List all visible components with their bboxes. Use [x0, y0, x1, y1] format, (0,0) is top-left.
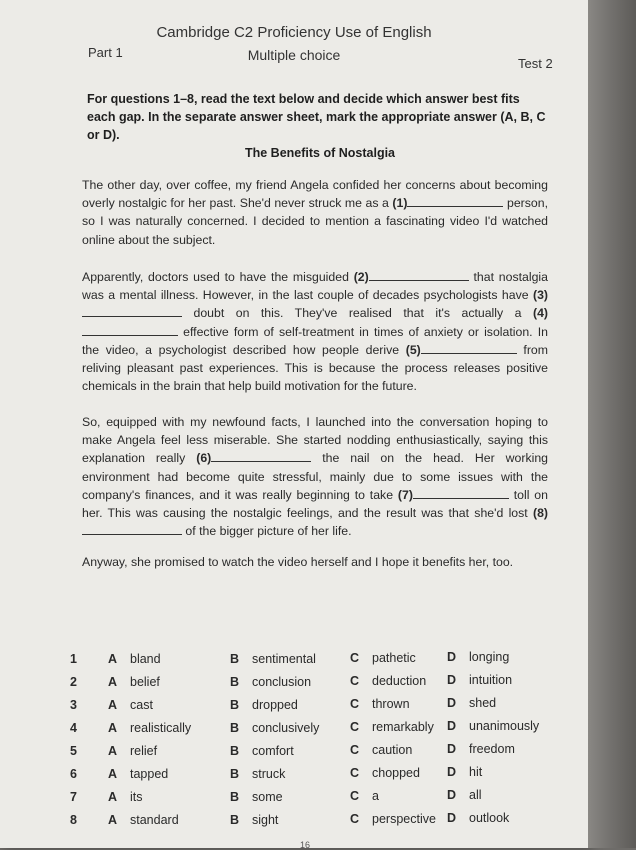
option-d [447, 719, 539, 733]
gap-1-blank [407, 195, 503, 207]
paragraph-text: effective form of self-treatment in times of anxiety or isolation. In the video, a psychologist described how people derive [82, 324, 548, 357]
page-number: 16 [300, 840, 311, 850]
option-letter: C [350, 720, 360, 734]
option-c [350, 812, 436, 826]
option-a [108, 790, 143, 804]
option-b [230, 675, 311, 689]
gap-3-label: (3) [532, 288, 548, 303]
paragraph-text: of the bigger picture of her life. [182, 524, 352, 539]
option-word: all [469, 788, 482, 802]
option-letter: D [447, 673, 457, 687]
option-c [350, 766, 420, 780]
option-b [230, 698, 298, 712]
paragraph-text: Apparently, doctors used to have the misguided [82, 270, 354, 284]
option-word: chopped [372, 766, 420, 780]
gap-4-blank [82, 324, 178, 336]
option-word: intuition [469, 673, 513, 687]
option-word: thrown [372, 697, 410, 711]
gap-8-label: (8) [532, 506, 548, 521]
option-letter: D [447, 765, 457, 779]
gap-5-blank [421, 342, 517, 354]
paragraph-2 [82, 268, 548, 395]
option-letter: B [230, 698, 240, 712]
option-letter: D [447, 719, 457, 733]
paragraph-text: the nail on the head. Her working environment had become quite stressful, mainly due to some issues with the company's finances, and it was really beginning to take [82, 451, 549, 502]
option-word: tapped [130, 767, 169, 781]
option-b [230, 790, 283, 804]
option-letter: A [108, 698, 118, 712]
option-word: deduction [372, 674, 427, 688]
option-d [447, 788, 482, 802]
option-word: comfort [252, 744, 294, 758]
option-d [447, 742, 515, 756]
question-number: 6 [70, 767, 77, 781]
option-d [447, 765, 482, 779]
option-c [350, 743, 412, 757]
option-d [447, 673, 512, 687]
option-row [70, 721, 570, 741]
option-word: shed [469, 696, 497, 710]
option-word: its [130, 790, 143, 804]
option-d [447, 811, 509, 825]
option-letter: C [350, 674, 360, 688]
option-word: unanimously [469, 719, 540, 733]
option-word: dropped [252, 698, 298, 712]
option-word: pathetic [372, 651, 416, 665]
gap-2-label: (2) [353, 270, 369, 284]
option-row [70, 790, 570, 810]
option-row [70, 675, 570, 695]
option-c [350, 720, 434, 734]
option-letter: A [108, 721, 118, 735]
option-letter: C [350, 651, 360, 665]
option-letter: A [108, 813, 118, 827]
paragraph-text: that nostalgia was a mental illness. However, in the last couple of decades psychologists have [82, 270, 548, 303]
option-b [230, 652, 316, 666]
paragraph-text: from reliving pleasant past experiences. This is because the process releases positive chemicals in the brain that help build motivation for the future. [82, 342, 549, 394]
option-c [350, 789, 379, 803]
question-number: 5 [70, 744, 77, 758]
option-letter: B [230, 744, 240, 758]
option-letter: A [108, 790, 118, 804]
option-b [230, 744, 294, 758]
option-word: relief [130, 744, 158, 758]
paragraph-text: doubt on this. They've realised that it's actually a [182, 306, 533, 321]
gap-7-blank [413, 487, 509, 499]
option-a [108, 721, 191, 735]
option-a [108, 675, 160, 689]
option-letter: D [447, 742, 457, 756]
option-letter: C [350, 812, 360, 826]
paragraph-text: toll on her. This was causing the nostalgic feelings, and the result was that she'd lost [82, 487, 548, 521]
instructions: For questions 1–8, read the text below and decide which answer best fits each gap. In the separate answer sheet, mark the appropriate answer (A, B, C or D). [87, 92, 546, 142]
option-letter: C [350, 697, 360, 711]
option-letter: A [108, 744, 118, 758]
test-label: Test 2 [518, 56, 553, 71]
gap-1-label: (1) [392, 196, 408, 211]
gap-7-label: (7) [397, 487, 413, 502]
option-word: realistically [130, 721, 192, 735]
option-word: outlook [469, 811, 510, 825]
question-number: 3 [70, 698, 77, 712]
option-letter: B [230, 652, 240, 666]
option-word: freedom [469, 742, 515, 756]
gap-3-blank [82, 305, 182, 317]
question-number: 2 [70, 675, 77, 689]
gap-4-label: (4) [532, 306, 548, 321]
option-word: sight [252, 813, 279, 827]
option-word: sentimental [252, 652, 316, 666]
option-letter: B [230, 790, 240, 804]
option-d [447, 696, 496, 710]
paragraph-3 [82, 413, 548, 540]
paragraph-text: person, so I was naturally concerned. I decided to mention a fascinating video I'd watched online about the subject. [82, 196, 548, 247]
gap-6-blank [211, 450, 311, 462]
option-word: cast [130, 698, 153, 712]
option-word: caution [372, 743, 413, 757]
option-letter: C [350, 789, 360, 803]
option-word: longing [469, 650, 510, 664]
option-c [350, 697, 410, 711]
option-letter: B [230, 767, 240, 781]
option-letter: A [108, 675, 118, 689]
option-a [108, 744, 157, 758]
option-a [108, 652, 161, 666]
option-word: bland [130, 652, 161, 666]
option-letter: B [230, 675, 240, 689]
gap-2-blank [369, 269, 469, 281]
option-a [108, 767, 168, 781]
option-letter: B [230, 813, 240, 827]
option-row [70, 698, 570, 718]
option-letter: D [447, 650, 457, 664]
option-word: hit [469, 765, 483, 779]
option-letter: D [447, 811, 457, 825]
question-number: 8 [70, 813, 77, 827]
option-letter: A [108, 652, 118, 666]
option-letter: C [350, 766, 360, 780]
option-letter: C [350, 743, 360, 757]
option-word: conclusion [252, 675, 312, 689]
gap-5-label: (5) [405, 342, 421, 357]
option-word: a [372, 789, 379, 803]
option-row [70, 767, 570, 787]
question-number: 7 [70, 790, 77, 804]
option-word: belief [130, 675, 160, 689]
option-word: standard [130, 813, 179, 827]
option-a [108, 813, 179, 827]
paragraph-4: Anyway, she promised to watch the video herself and I hope it benefits her, too. [82, 555, 514, 569]
part-label: Part 1 [88, 45, 123, 60]
option-letter: B [230, 721, 240, 735]
option-b [230, 813, 278, 827]
option-a [108, 698, 153, 712]
option-letter: D [447, 788, 457, 802]
option-d [447, 650, 509, 664]
option-c [350, 651, 416, 665]
option-word: remarkably [372, 720, 434, 734]
next-page-edge [588, 0, 636, 848]
text-title: The Benefits of Nostalgia [244, 146, 396, 160]
option-letter: A [108, 767, 118, 781]
question-number: 4 [70, 721, 77, 735]
option-b [230, 721, 319, 735]
option-row [70, 813, 570, 833]
gap-6-label: (6) [196, 451, 212, 466]
option-b [230, 767, 285, 781]
paragraph-text: The other day, over coffee, my friend Angela confided her concerns about becoming overly nostalgic for her past. She'd never struck me as a [82, 178, 548, 211]
option-word: perspective [372, 812, 436, 826]
question-number: 1 [70, 652, 77, 666]
option-row [70, 652, 570, 672]
paragraph-text: So, equipped with my newfound facts, I launched into the conversation hoping to make Angela feel less miserable. She started nodding enthusiastically, saying this explanation really [82, 415, 548, 466]
option-letter: D [447, 696, 457, 710]
paragraph-1 [82, 176, 548, 249]
gap-8-blank [82, 523, 182, 535]
section-label: Multiple choice [247, 47, 341, 63]
option-word: conclusively [252, 721, 320, 735]
option-word: struck [252, 767, 286, 781]
book-title: Cambridge C2 Proficiency Use of English [156, 24, 432, 41]
option-word: some [252, 790, 283, 804]
option-c [350, 674, 426, 688]
option-row [70, 744, 570, 764]
